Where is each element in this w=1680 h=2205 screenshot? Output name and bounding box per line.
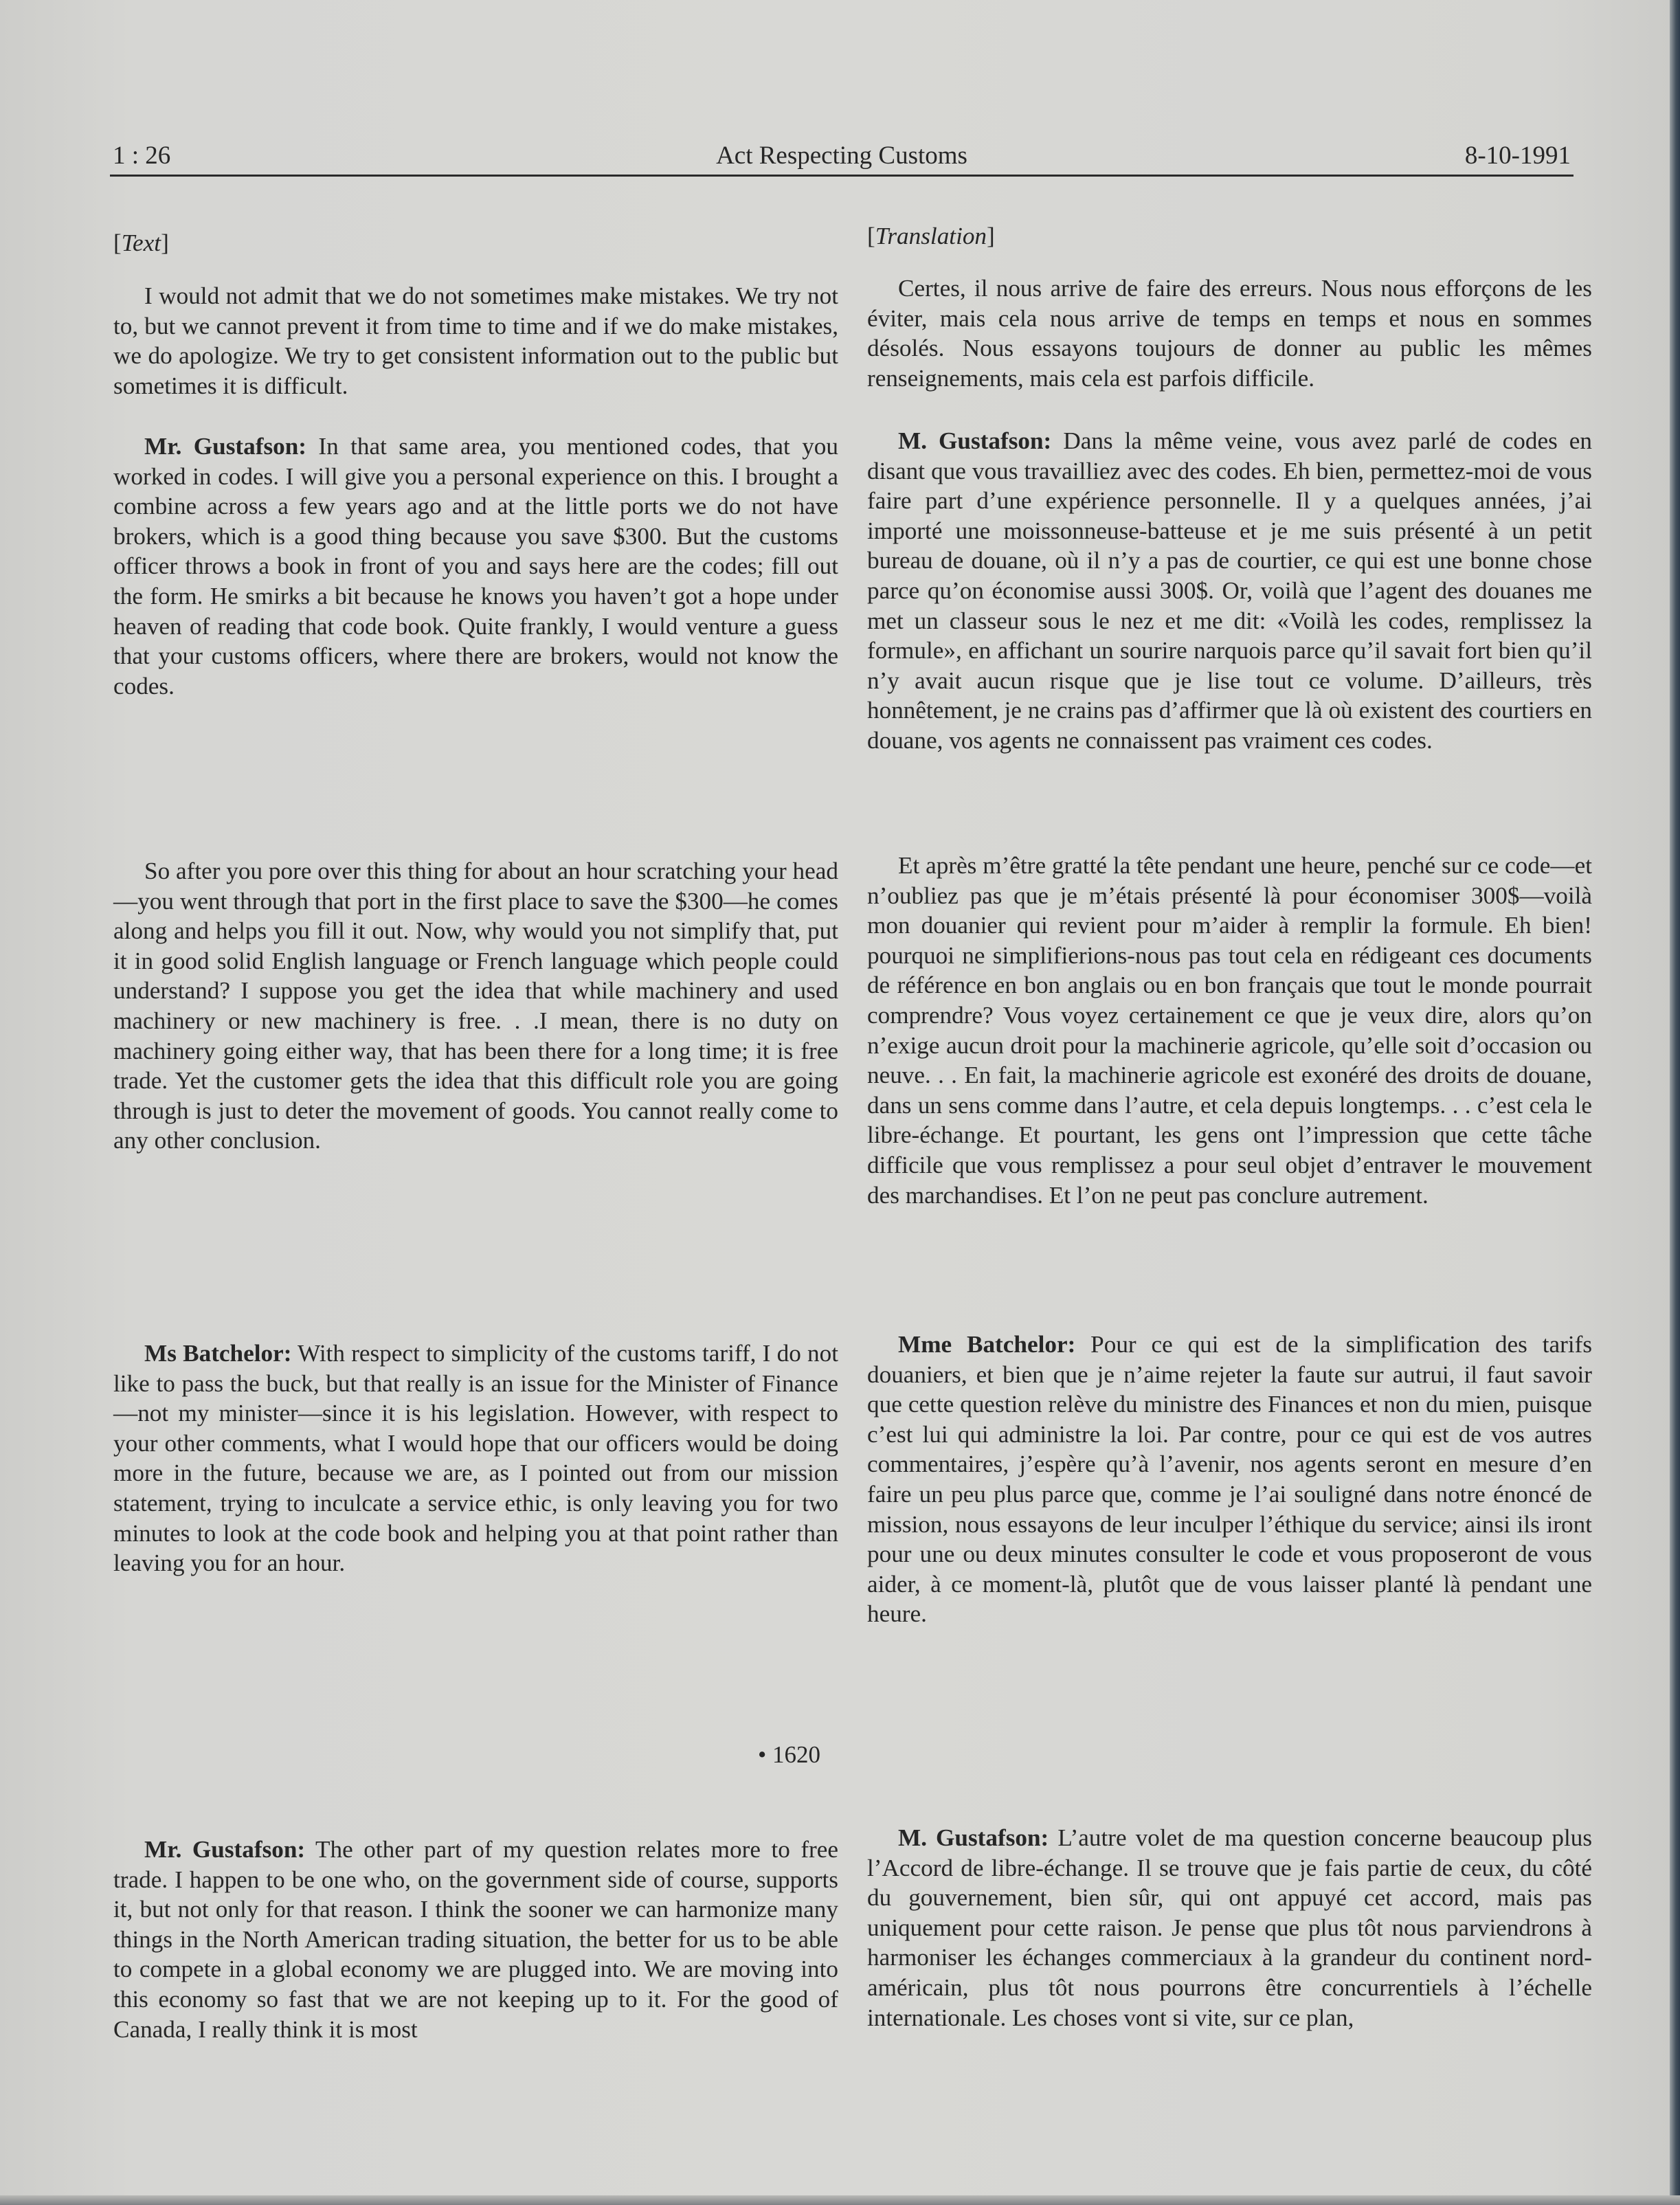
page-bottom-edge [0,2195,1680,2205]
paragraph [867,1823,1592,2033]
paragraph [113,1835,838,2044]
french-paragraph-5 [867,1823,1592,2033]
english-text-tag: [Text] [113,230,169,256]
paragraph [867,273,1592,393]
time-marker: • 1620 [758,1741,821,1768]
speech-text: So after you pore over this thing for about an hour scratching your head—you went through that port in the first place to save the $300—he comes along and helps you fill it out. Now, why would you not simplify that, put it in good solid English language or French language which people could understand? I suppose you get the idea that while machinery and used machinery or new machinery is free. . .I mean, there is no duty on machinery going either way, that has been there for a long time; it is free trade. Yet the customer gets the idea that this difficult role you are going through is just to deter the movement of goods. You cannot really come to any other conclusion. [113,858,838,1154]
french-paragraph-1 [867,273,1592,393]
speaker-name: M. Gustafson: [898,1824,1049,1851]
paragraph [867,1330,1592,1629]
speech-text: Pour ce qui est de la simplification des tarifs douaniers, et bien que je n’aime rejeter la faute sur autrui, il faut savoir que cette question relève du ministre des Finances et non du mien, puisque c’est lui qui administre la loi. Par contre, pour ce qui est de vos autres commentaires, j’espère qu’à l’avenir, nos agents seront en mesure d’en faire un peu plus parce que, comme je l’ai souligné dans notre énoncé de mission, nous essayons de leur inculper l’éthique du service; ainsi ils iront pour une ou deux minutes consulter le code et vous proposeront de vous aider, à ce moment-là, plutôt que de vous laisser planté là pendant une heure. [867,1331,1593,1628]
french-paragraph-3 [867,851,1592,1210]
paragraph [113,856,838,1156]
speech-text: L’autre volet de ma question concerne beaucoup plus l’Accord de libre-échange. Il se trouve que je fais partie de ceux, du côté du gouvernement, bien sûr, qui ont appuyé cet accord, mais pas uniquement pour cette raison. Je pense que plus tôt nous parviendrons à harmoniser les échanges commerciaux à la grandeur du continent nord-américain, plus tôt nous pourrons être concurrentiels à l’échelle internationale. Les choses vont si vite, sur ce plan, [867,1824,1593,2031]
speech-text: In that same area, you mentioned codes, that you worked in codes. I will give you a personal experience on this. I brought a combine across a few years ago and at the little ports we do not have brokers, which is a good thing because you save $300. But the customs officer throws a book in front of you and says here are the codes; fill out the form. He smirks a bit because he knows you haven’t got a hope under heaven of reading that code book. Quite frankly, I would venture a guess that your customs officers, where there are brokers, would not know the codes. [113,433,838,699]
publication-title: Act Respecting Customs [716,142,967,170]
speech-text: Certes, il nous arrive de faire des erreurs. Nous nous efforçons de les éviter, mais cela nous arrive de temps en temps et nous en sommes désolés. Nous essayons toujours de donner au public les mêmes renseignements, mais cela est parfois difficile. [867,275,1592,392]
speaker-name: Mme Batchelor: [898,1331,1076,1358]
french-paragraph-2 [867,426,1592,756]
french-paragraph-4 [867,1330,1592,1629]
speech-text: Dans la même veine, vous avez parlé de codes en disant que vous travailliez avec des codes. Eh bien, permettez-moi de vous faire part d’une expérience personnelle. Il y a quelques années, j’ai importé une moissonneuse-batteuse et je me suis présenté à un petit bureau de douane, où il n’y a pas de courtier, ce qui est une bonne chose parce qu’on économise aussi 300$. Or, voilà que l’agent des douanes me met un classeur sous le nez et me dit: «Voilà les codes, remplissez la formule», en affichant un sourire narquois parce qu’il savait fort bien qu’il n’y avait aucun risque que je lise tout ce volume. D’ailleurs, très honnêtement, je ne crains pas d’affirmer que là où existent des courtiers en douane, vos agents ne connaissent pas vraiment ces codes. [867,427,1593,754]
binding-edge [1670,0,1680,2205]
speech-text: I would not admit that we do not sometimes make mistakes. We try not to, but we cannot prevent it from time to time and if we do make mistakes, we do apologize. We try to get consistent information out to the public but sometimes it is difficult. [113,282,838,399]
paragraph [867,426,1592,756]
speaker-name: Ms Batchelor: [144,1340,292,1367]
running-header [110,139,1573,177]
english-paragraph-3 [113,856,838,1156]
page-number: 1 : 26 [113,142,171,170]
english-paragraph-2 [113,432,838,701]
speech-text: Et après m’être gratté la tête pendant une heure, penché sur ce code—et n’oubliez pas que je m’étais présenté là pour économiser 300$—voilà mon douanier qui revient pour m’aider à remplir la formule. Eh bien! pourquoi ne simplifierions-nous pas tout cela en rédigeant ces documents de référence en bon anglais ou en bon français que tout le monde pourrait comprendre? Vous voyez certainement ce que je veux dire, alors qu’on n’exige aucun droit pour la machinerie agricole, qu’elle soit d’occasion ou neuve. . . En fait, la machinerie agricole est exonéré des droits de douane, dans un sens comme dans l’autre, et cela depuis longtemps. . . c’est cela le libre-échange. Et pourtant, les gens ont l’impression que cette tâche difficile que vous remplissez a pour seul objet d’entraver le mouvement des marchandises. Et l’on ne peut pas conclure autrement. [867,852,1592,1209]
french-translation-tag: [Translation] [867,223,995,249]
speaker-name: Mr. Gustafson: [144,1836,306,1863]
paragraph [867,851,1592,1210]
english-paragraph-5 [113,1835,838,2044]
paragraph [113,1339,838,1578]
speech-text: The other part of my question relates more to free trade. I happen to be one who, on the government side of course, supports it, but not only for that reason. I think the sooner we can harmonize many things in the North American trading situation, the better for us to be able to compete in a global economy we are plugged into. We are moving into this economy so fast that we are not keeping up to it. For the good of Canada, I really think it is most [113,1836,838,2043]
english-tag-block [113,228,838,258]
speech-text: With respect to simplicity of the customs tariff, I do not like to pass the buck, but that really is an issue for the Minister of Finance—not my minister—since it is his legislation. However, with respect to your other comments, what I would hope that our officers would be doing more in the future, because we are, as I pointed out from our mission statement, trying to inculcate a service ethic, is only leaving you for two minutes to look at the code book and helping you at that point rather than leaving you for an hour. [113,1340,838,1577]
sitting-date: 8-10-1991 [1464,142,1571,170]
english-paragraph-1 [113,281,838,401]
speaker-name: M. Gustafson: [898,427,1052,454]
french-tag-label: Translation [875,223,987,249]
english-paragraph-4 [113,1339,838,1578]
french-tag-block [867,221,1592,251]
paragraph [113,281,838,401]
paragraph [113,432,838,701]
english-tag-label: Text [121,230,161,256]
speaker-name: Mr. Gustafson: [144,433,307,460]
